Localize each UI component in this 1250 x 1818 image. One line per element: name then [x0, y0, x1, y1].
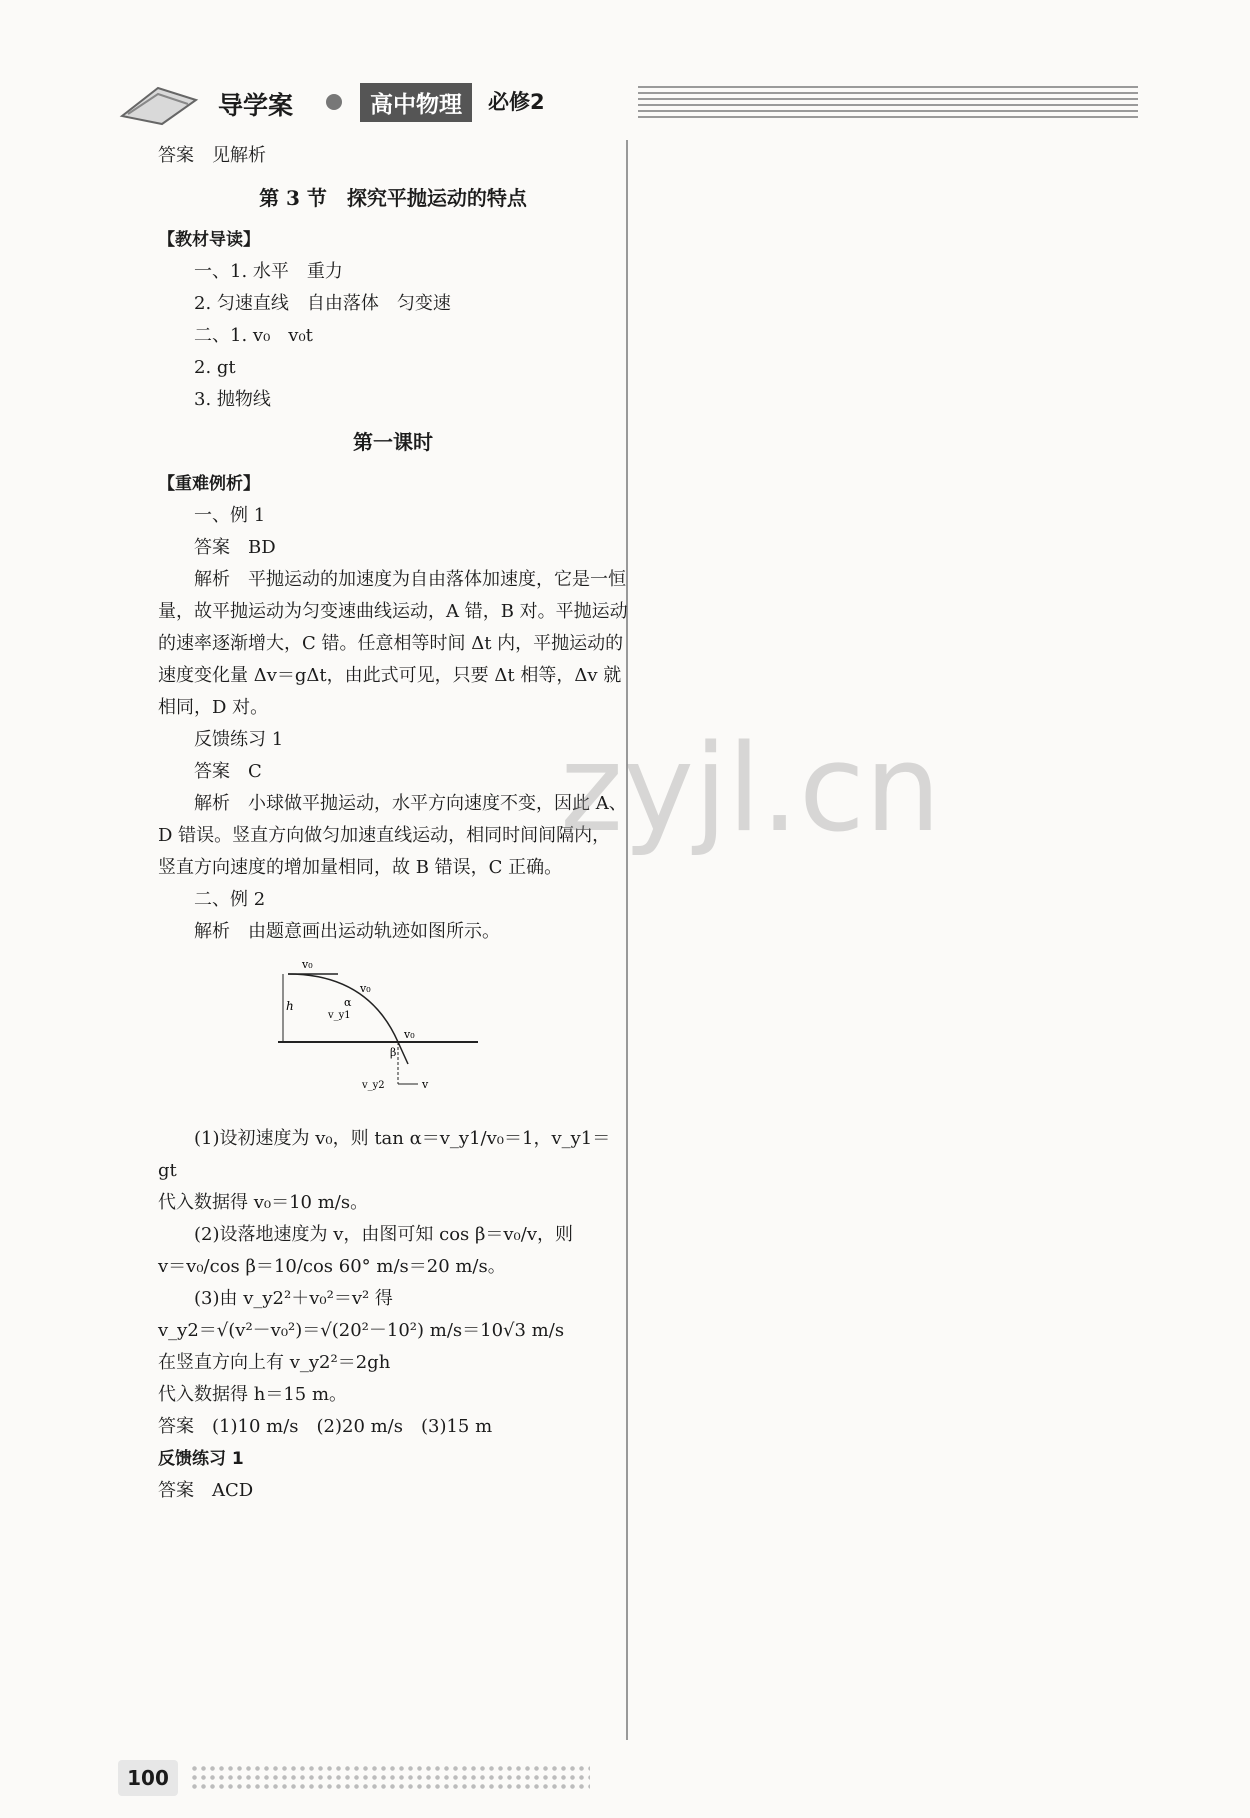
- header-subject: 高中物理: [360, 83, 472, 122]
- header-book: 必修2: [488, 90, 545, 114]
- diagram-label: v_y1: [328, 1010, 351, 1021]
- ex2-intro: 解析 由题意画出运动轨迹如图所示。: [194, 921, 500, 942]
- fb2-head: 反馈练习 1: [158, 1449, 244, 1469]
- ex2-line: (2)设落地速度为 v，由图可知 cos β＝v₀/v，则: [194, 1224, 574, 1245]
- fb1-answer: 答案 C: [194, 761, 262, 782]
- ex1-analysis: 解析 平抛运动的加速度为自由落体加速度，它是一恒量，故平抛运动为匀变速曲线运动，A 错，B 对。平抛运动的速率逐渐增大，C 错。任意相等时间 Δt 内，平抛运动的速度变化量 Δv＝gΔt，由此式可见，只要 Δt 相等，Δv 就相同，D 对。: [158, 569, 628, 718]
- fb2-answer: 答案 ACD: [158, 1480, 254, 1501]
- ex2-line: v＝v₀/cos β＝10/cos 60° m/s＝20 m/s。: [158, 1256, 506, 1277]
- header-title: 导学案: [218, 91, 294, 120]
- ex2-line: 在竖直方向上有 v_y2²＝2gh: [158, 1352, 391, 1373]
- lesson-title: 第一课时: [353, 430, 433, 454]
- footer-dots: [190, 1764, 590, 1792]
- diagram-label: v₀: [404, 1028, 415, 1041]
- trajectory-diagram: [278, 954, 478, 1104]
- ex1-head: 一、例 1: [194, 505, 266, 526]
- fb1-analysis: 解析 小球做平抛运动，水平方向速度不变，因此 A、D 错误。竖直方向做匀加速直线运动，相同时间间隔内，竖直方向速度的增加量相同，故 B 错误，C 正确。: [158, 793, 627, 878]
- textbook-line: 2. gt: [194, 357, 236, 378]
- textbook-line: 3. 抛物线: [194, 389, 271, 410]
- page-header: [118, 78, 1138, 126]
- ex2-line: 代入数据得 h＝15 m。: [158, 1384, 348, 1405]
- left-column: [158, 140, 628, 1507]
- header-stripes: [638, 86, 1138, 118]
- textbook-line: 一、1. 水平 重力: [194, 261, 343, 282]
- key-tag: 【重难例析】: [158, 474, 260, 494]
- ex2-head: 二、例 2: [194, 889, 266, 910]
- watermark: zyjl.cn: [560, 720, 941, 859]
- diagram-label: v: [422, 1078, 429, 1091]
- diagram-label: v_y2: [362, 1080, 385, 1091]
- diagram-label: v₀: [302, 958, 313, 971]
- fb1-head: 反馈练习 1: [194, 729, 284, 750]
- diagram-label: v₀: [360, 982, 371, 995]
- ex2-line: (3)由 v_y2²＋v₀²＝v² 得: [194, 1288, 393, 1309]
- ex2-line: v_y2＝√(v²－v₀²)＝√(20²－10²) m/s＝10√3 m/s: [158, 1320, 565, 1341]
- ex2-line: (1)设初速度为 v₀，则 tan α＝v_y1/v₀＝1，v_y1＝gt: [158, 1128, 611, 1181]
- ex1-answer: 答案 BD: [194, 537, 276, 558]
- ex2-answer: 答案 (1)10 m/s (2)20 m/s (3)15 m: [158, 1416, 493, 1437]
- diagram-label: α: [344, 996, 352, 1009]
- arrow-icon: [326, 94, 342, 110]
- page-number: 100: [118, 1760, 178, 1796]
- top-answer: 答案 见解析: [158, 145, 266, 166]
- book-logo-icon: [118, 78, 200, 126]
- ex2-line: 代入数据得 v₀＝10 m/s。: [158, 1192, 369, 1213]
- textbook-line: 2. 匀速直线 自由落体 匀变速: [194, 293, 451, 314]
- diagram-label: h: [286, 999, 294, 1013]
- textbook-tag: 【教材导读】: [158, 230, 260, 250]
- diagram-label: β: [390, 1046, 397, 1059]
- section-title: 第 3 节 探究平抛运动的特点: [259, 186, 527, 210]
- textbook-line: 二、1. v₀ v₀t: [194, 325, 313, 346]
